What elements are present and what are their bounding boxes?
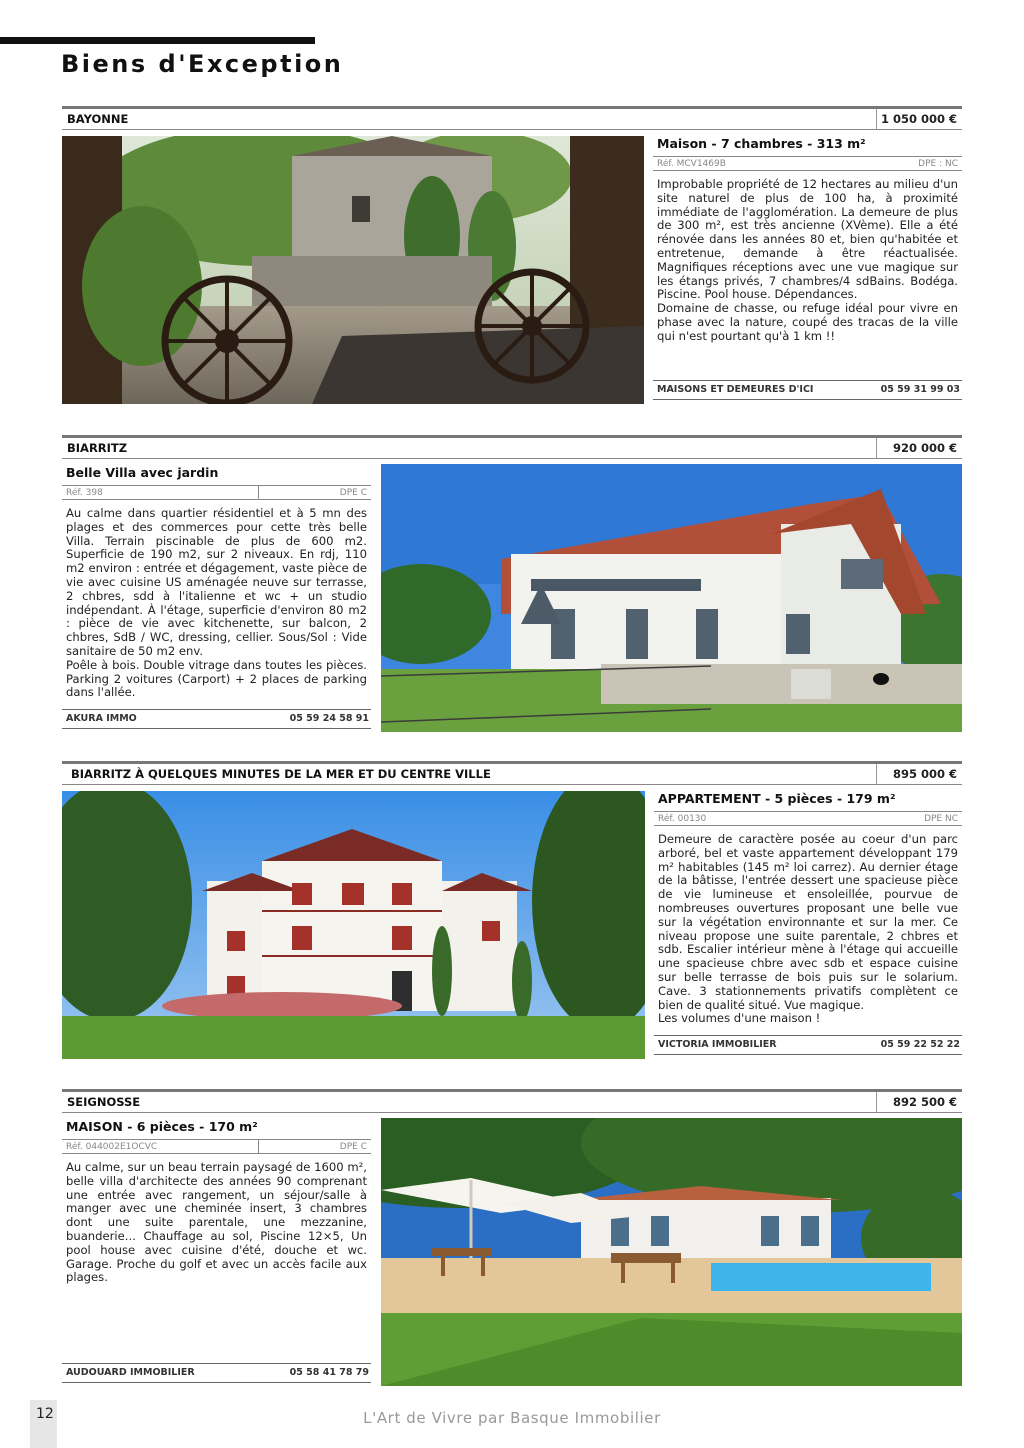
listing-location: BAYONNE (67, 112, 129, 126)
listing-price: 920 000 € (876, 438, 962, 458)
listing-bayonne (62, 106, 962, 406)
reference-divider (258, 1140, 259, 1154)
listing-location: SEIGNOSSE (67, 1095, 141, 1109)
description-paragraph: Au calme, sur un beau terrain paysagé de 1600 m², belle villa d'architecte des années 90 comprenant une entrée avec rangement, un séjour/salle à manger avec une cheminée insert, 3 chambres dont une suite parentale, une mezzanine, buanderie... Chauffage au sol, Piscine 12×5, Un pool house avec cuisine d'été, douche et wc. Garage. Proche du golf et avec un accès facile aux plages. (66, 1160, 367, 1285)
energy-rating: DPE C (339, 488, 367, 498)
agency-row (654, 1035, 962, 1055)
footer-tagline: L'Art de Vivre par Basque Immobilier (363, 1409, 661, 1427)
listing-price: 892 500 € (876, 1092, 962, 1112)
agency-name: VICTORIA IMMOBILIER (658, 1039, 777, 1050)
reference-number: Réf. 044002E1OCVC (66, 1142, 158, 1152)
description-paragraph: Les volumes d'une maison ! (658, 1011, 821, 1026)
listing-details (654, 789, 962, 1059)
reference-row (653, 156, 962, 171)
agency-row (653, 380, 962, 400)
property-photo (62, 136, 644, 404)
listing-header (62, 106, 962, 130)
listing-details (62, 463, 371, 733)
agency-phone[interactable]: 05 59 31 99 03 (880, 384, 960, 395)
reference-number: Réf. MCV1469B (657, 159, 726, 169)
property-description (66, 507, 367, 700)
energy-rating: DPE C (339, 1142, 367, 1152)
description-paragraph: Poêle à bois. Double vitrage dans toutes les pièces. Parking 2 voitures (Carport) + 2 places de parking dans l'allée. (66, 657, 367, 700)
description-paragraph: Au calme dans quartier résidentiel et à 5 mn des plages et des commerces pour cette très belle Villa. Terrain piscinable de plus de 600 m2. Superficie de 190 m2, sur 2 niveaux. En rdj, 110 m2 environ : entrée et dégagement, vaste pièce de vie avec cuisine US aménagée neuve sur terrasse, 2 chbres, sdd à l'italienne et wc + un studio indépendant. À l'étage, superficie d'environ 80 m2 : pièce de vie avec kitchenette, sur balcon, 2 chbres, SdB / WC, dressing, cellier. Sous/Sol : Vide sanitaire de 50 m2 env. (66, 506, 367, 658)
energy-rating: DPE NC (924, 814, 958, 824)
agency-phone[interactable]: 05 58 41 78 79 (289, 1367, 369, 1378)
reference-number: Réf. 00130 (658, 814, 707, 824)
listing-price: 1 050 000 € (876, 109, 962, 129)
listing-biarritz-appartement (62, 761, 962, 1061)
listing-details (653, 134, 962, 404)
top-accent-bar (0, 37, 315, 44)
property-description (66, 1161, 367, 1285)
reference-row (654, 811, 962, 826)
description-paragraph: Demeure de caractère posée au coeur d'un parc arboré, bel et vaste appartement développant 179 m² habitables (145 m² loi carrez). Au dernier étage de la bâtisse, l'entrée dessert une spacieuse pièce de vie lumineuse et ensoleillée, pourvue de nombreuses ouvertures proposant une belle vue sur la végétation environnante et sur la mer. Ce niveau propose une suite parentale, 2 chbres et sdb. Escalier intérieur mène à l'étage qui accueille une spacieuse chbre avec sdb et espace cuisine sur belle terrasse de bois puis sur le solarium. Cave. 3 stationnements privatifs complètent ce bien de qualité situé. Vue magique. (658, 832, 958, 1012)
reference-divider (258, 486, 259, 500)
listing-header (62, 1089, 962, 1113)
property-photo (381, 464, 962, 732)
agency-row (62, 709, 371, 729)
property-title: APPARTEMENT - 5 pièces - 179 m² (658, 791, 896, 806)
listing-biarritz-villa (62, 435, 962, 735)
listing-header (62, 761, 962, 785)
description-paragraph: Improbable propriété de 12 hectares au milieu d'un site naturel de plus de 100 ha, à proximité immédiate de l'agglomération. La demeure de plus de 300 m², est très ancienne (XVème). Elle a été rénovée dans les années 80 et, bien qu'habitée et entretenue, demande à être réactualisée. Magnifiques réceptions avec une vue magique sur les étangs privés, 7 chambres/4 sdBains. Bodéga. Piscine. Pool house. Dépendances. (657, 177, 958, 302)
property-title: Belle Villa avec jardin (66, 465, 219, 480)
agency-name: MAISONS ET DEMEURES D'ICI (657, 384, 814, 395)
agency-phone[interactable]: 05 59 22 52 22 (880, 1039, 960, 1050)
reference-row (62, 485, 371, 500)
agency-row (62, 1363, 371, 1383)
page-title: Biens d'Exception (61, 50, 344, 78)
listing-seignosse (62, 1089, 962, 1389)
listing-price: 895 000 € (876, 764, 962, 784)
property-description (658, 833, 958, 1026)
property-title: Maison - 7 chambres - 313 m² (657, 136, 866, 151)
agency-name: AUDOUARD IMMOBILIER (66, 1367, 195, 1378)
property-description (657, 178, 958, 344)
property-title: MAISON - 6 pièces - 170 m² (66, 1119, 258, 1134)
listing-header (62, 435, 962, 459)
agency-phone[interactable]: 05 59 24 58 91 (289, 713, 369, 724)
property-photo (62, 791, 645, 1059)
reference-number: Réf. 398 (66, 488, 103, 498)
listing-details (62, 1117, 371, 1387)
energy-rating: DPE : NC (918, 159, 958, 169)
description-paragraph: Domaine de chasse, ou refuge idéal pour vivre en phase avec la nature, coupé des tracas de la ville qui n'est pourtant qu'à 1 km !! (657, 301, 958, 343)
reference-row (62, 1139, 371, 1154)
page-number-label: 12 (36, 1406, 54, 1422)
agency-name: AKURA IMMO (66, 713, 137, 724)
listing-location: BIARRITZ À QUELQUES MINUTES DE LA MER ET DU CENTRE VILLE (71, 767, 491, 781)
listing-location: BIARRITZ (67, 441, 128, 455)
property-photo (381, 1118, 962, 1386)
